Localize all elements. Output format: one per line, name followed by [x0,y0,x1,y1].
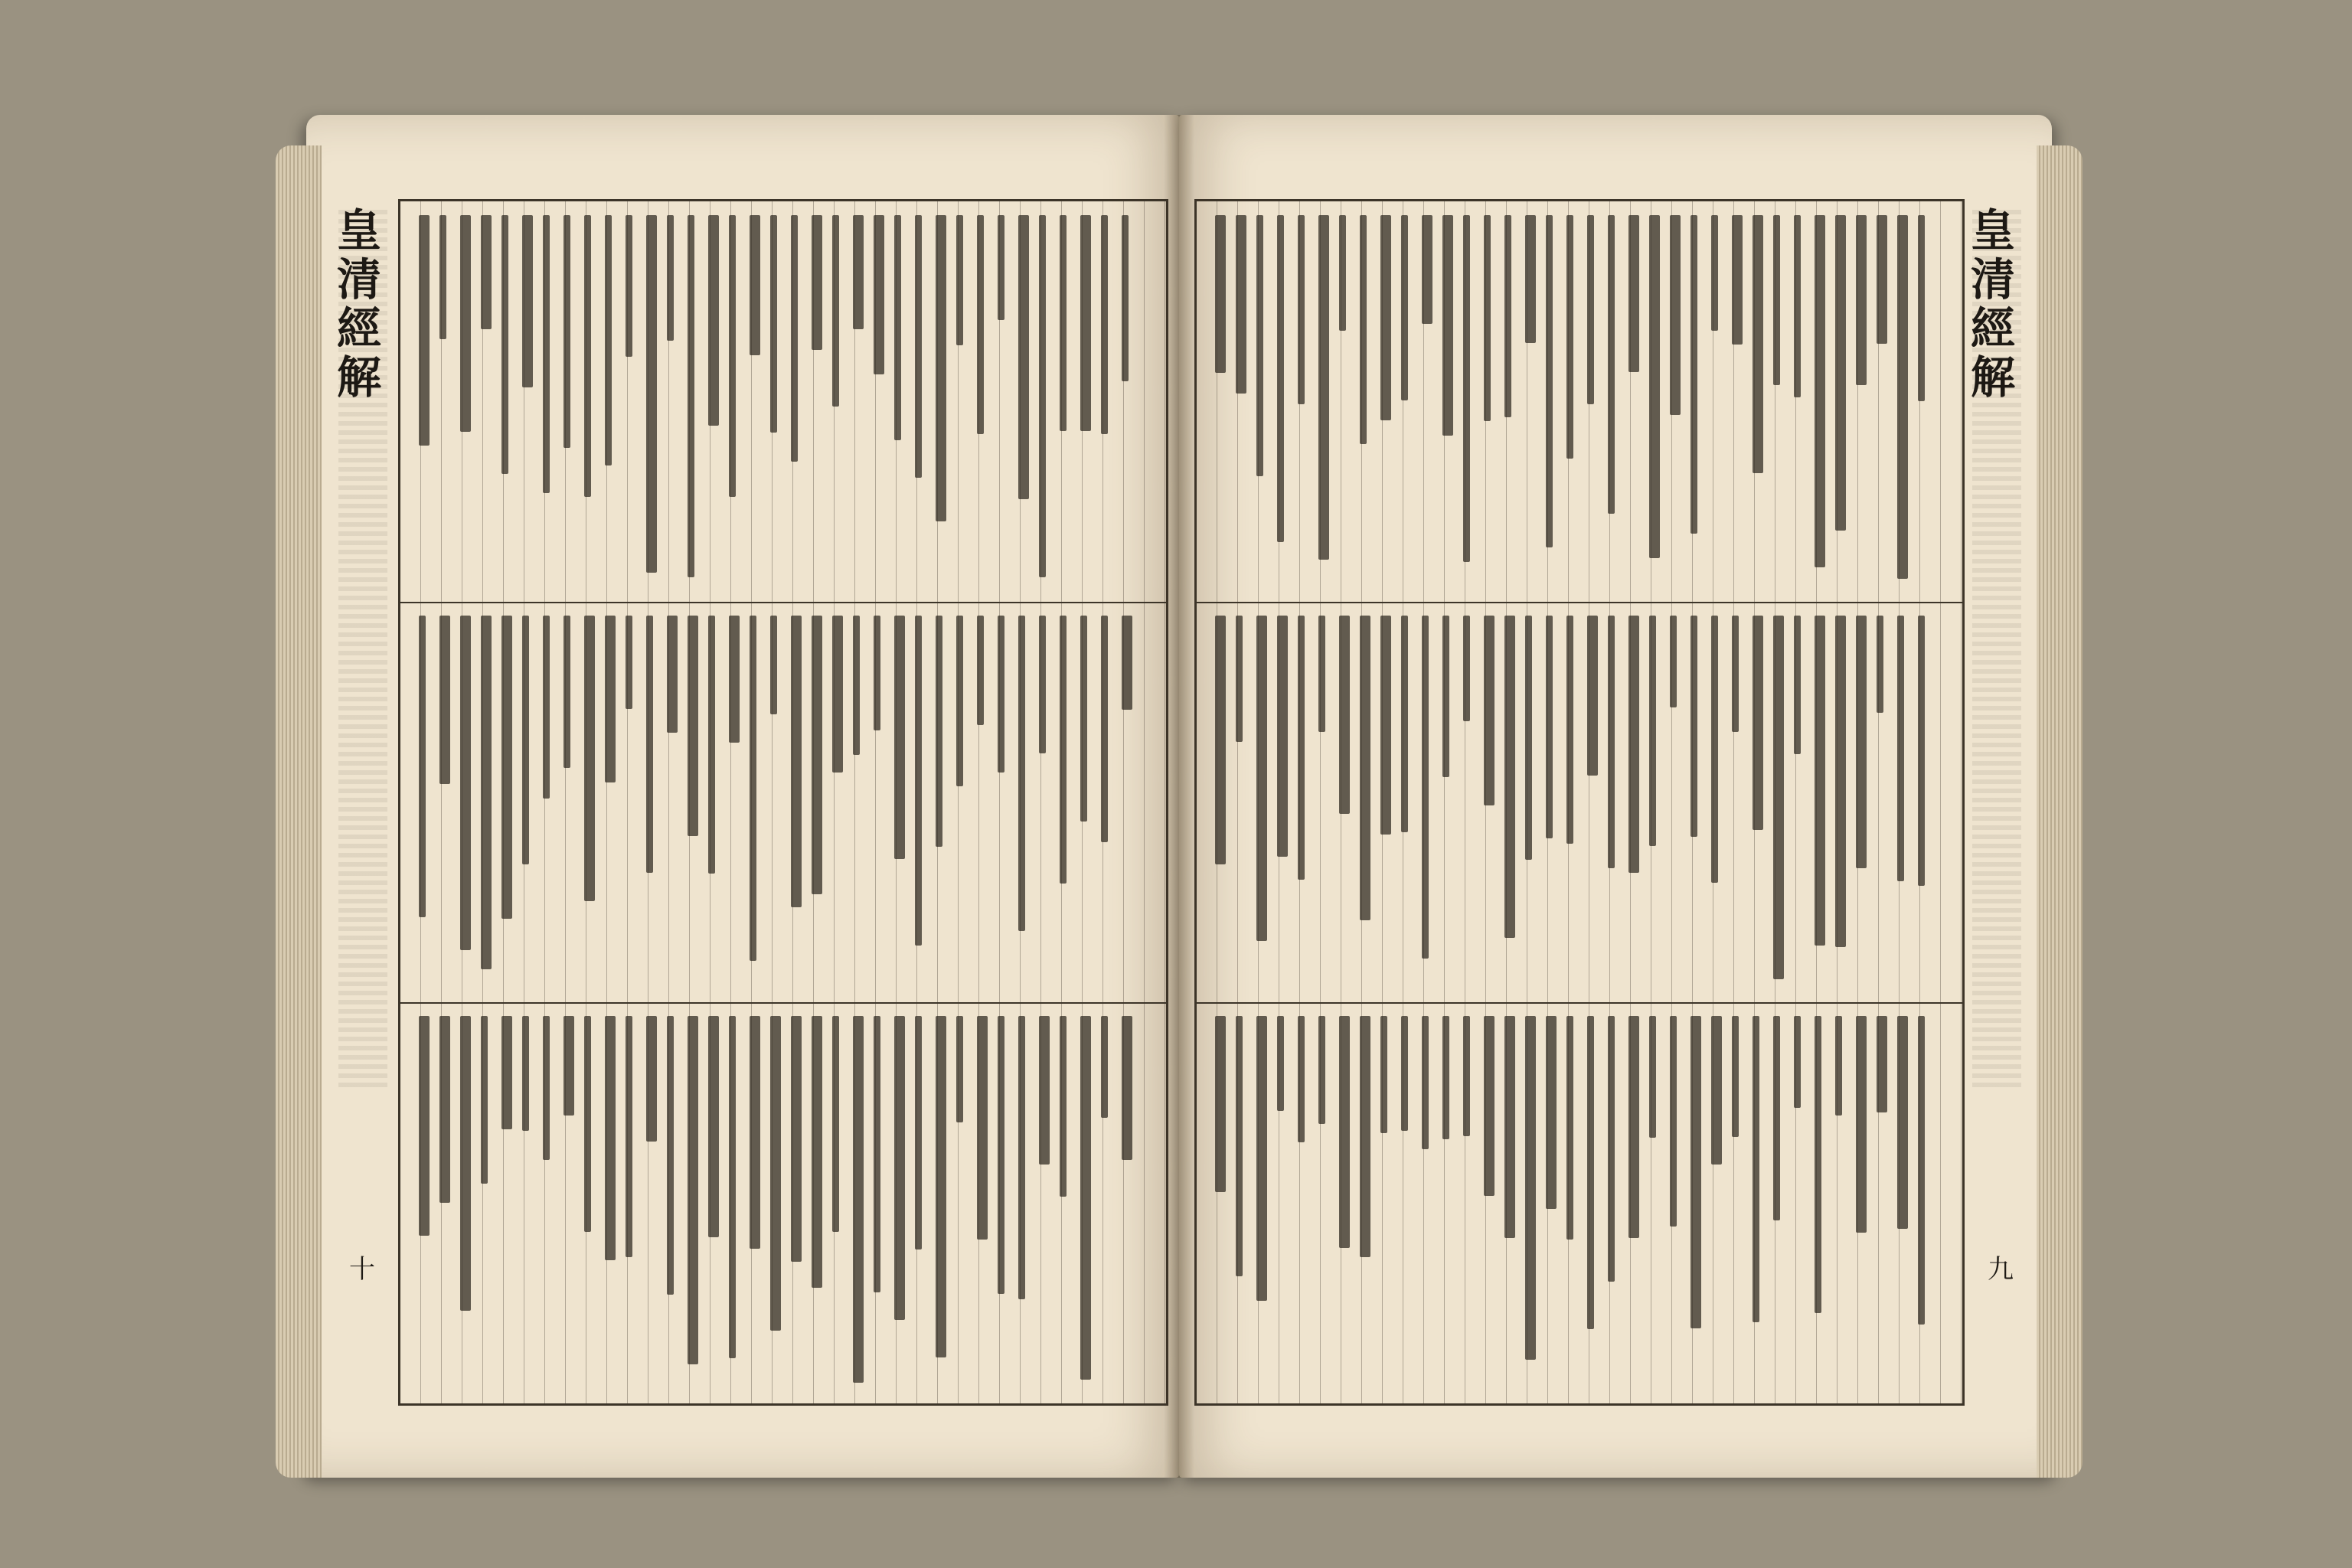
text-column [956,616,963,786]
text-column [1080,616,1087,822]
text-column [1918,1016,1925,1325]
text-column [770,616,777,714]
text-column [1794,616,1801,754]
open-book [306,100,2052,1501]
text-column [1060,616,1067,884]
text-column [1463,1016,1470,1136]
text-column [522,215,533,387]
text-column [688,215,694,577]
text-column [1649,1016,1656,1138]
text-column [1298,1016,1305,1142]
text-column [791,1016,802,1262]
text-column [1546,616,1553,838]
text-column [832,616,843,773]
text-column [1080,215,1091,431]
text-column [543,616,550,799]
text-column [1360,215,1367,444]
text-column [1101,215,1108,434]
text-column [646,215,657,573]
text-column [564,215,570,448]
text-column [419,1016,430,1236]
text-column [1101,616,1108,842]
text-column [1380,1016,1387,1133]
text-column [812,616,822,894]
text-column [853,1016,864,1383]
text-column [1018,616,1025,931]
text-column [750,616,756,961]
text-column [1877,616,1883,713]
text-column [1039,1016,1050,1165]
text-column [1380,215,1391,420]
right-band-divider-1 [1197,602,1962,603]
text-column [1080,1016,1091,1380]
text-column [1018,215,1029,499]
left-page-edges [276,145,322,1478]
text-column [915,215,922,478]
text-column [1360,1016,1370,1257]
text-column [1298,616,1305,880]
text-column [1504,1016,1515,1238]
text-column [1339,1016,1350,1248]
text-column [729,215,736,497]
text-column [460,616,471,950]
left-margin-title: 皇清經解 [338,207,387,1087]
text-column [667,215,674,341]
text-column [1608,1016,1615,1282]
text-column [1690,1016,1701,1328]
text-column [791,215,798,462]
text-column [1380,616,1391,835]
text-column [977,616,984,725]
text-column [439,1016,450,1203]
text-column [1587,215,1594,404]
left-text-band-bottom [414,1016,1152,1391]
text-column [501,215,508,474]
text-column [1236,1016,1243,1276]
text-column [770,215,777,433]
left-text-band-top [414,215,1152,590]
right-page [1179,115,2052,1478]
left-band-divider-1 [400,602,1166,603]
text-column [1256,616,1267,941]
text-column [1835,616,1846,947]
text-column [708,616,715,874]
left-band-divider-2 [400,1002,1166,1004]
text-column [1794,215,1801,397]
text-column [522,616,529,864]
text-column [419,215,430,446]
text-column [1732,215,1743,345]
text-column [688,616,698,836]
text-column [605,616,616,782]
text-column [481,616,492,969]
right-text-band-middle [1210,616,1949,991]
text-column [667,1016,674,1295]
text-column [1628,1016,1639,1238]
text-column [1877,215,1887,344]
text-column [1897,1016,1908,1229]
text-column [894,1016,905,1320]
text-column [1236,215,1246,394]
text-column [874,616,880,730]
text-column [584,616,595,901]
text-column [522,1016,529,1131]
text-column [1918,215,1925,401]
text-column [1649,215,1660,558]
text-column [1566,1016,1573,1240]
text-column [1101,1016,1108,1118]
text-column [1877,1016,1887,1112]
text-column [956,1016,963,1122]
text-column [543,215,550,493]
text-column [1318,616,1325,732]
text-column [1463,215,1470,562]
text-column [419,616,426,917]
text-column [1122,616,1132,710]
text-column [1215,215,1226,373]
text-column [1442,215,1453,436]
text-column [812,215,822,350]
text-column [1060,215,1067,431]
text-column [1856,215,1867,385]
text-column [874,215,884,374]
text-column [708,1016,719,1237]
text-column [1215,1016,1226,1192]
text-column [1566,215,1573,459]
text-column [501,616,512,919]
text-column [688,1016,698,1364]
right-band-divider-2 [1197,1002,1962,1004]
right-margin-title: 皇清經解 [1972,207,2021,1087]
text-column [936,215,946,521]
left-page-number: 十 [349,1254,375,1285]
text-column [1670,215,1681,415]
text-column [1690,616,1697,837]
text-column [1484,616,1494,805]
text-column [1401,616,1408,832]
text-column [1236,616,1243,742]
text-column [501,1016,512,1129]
text-column [1401,1016,1408,1131]
text-column [1039,215,1046,577]
left-text-frame [398,199,1168,1406]
text-column [1546,215,1553,547]
text-column [915,1016,922,1250]
text-column [1815,616,1825,946]
text-column [1256,215,1263,476]
text-column [1256,1016,1267,1301]
text-column [1711,215,1718,331]
text-column [894,215,901,440]
text-column [750,215,760,355]
text-column [1215,616,1226,864]
text-column [1690,215,1697,534]
text-column [1732,616,1739,732]
text-column [460,1016,471,1311]
text-column [853,616,860,755]
text-column [1277,616,1288,857]
text-column [1442,1016,1449,1139]
text-column [832,1016,839,1232]
text-column [1711,616,1718,883]
text-column [1711,1016,1722,1165]
left-page [306,115,1179,1478]
text-column [1794,1016,1801,1108]
text-column [1608,215,1615,514]
text-column [1339,215,1346,331]
text-column [584,1016,591,1232]
text-column [1918,616,1925,886]
text-column [1566,616,1573,844]
text-column [1753,215,1763,473]
text-column [1060,1016,1067,1197]
text-column [832,215,839,407]
text-column [750,1016,760,1249]
text-column [1360,616,1370,920]
text-column [1039,616,1046,753]
text-column [729,616,740,743]
text-column [1753,1016,1759,1322]
right-text-band-bottom [1210,1016,1949,1391]
text-column [481,215,492,329]
text-column [1628,616,1639,873]
text-column [1277,1016,1284,1111]
text-column [543,1016,550,1160]
text-column [460,215,471,432]
text-column [1649,616,1656,846]
text-column [1608,616,1615,868]
text-column [1587,1016,1594,1329]
text-column [1732,1016,1739,1137]
text-column [1122,1016,1132,1160]
text-column [1773,215,1780,385]
text-column [874,1016,880,1292]
text-column [1318,1016,1325,1124]
text-column [1422,215,1432,324]
text-column [791,616,802,907]
text-column [1277,215,1284,542]
text-column [977,1016,988,1240]
text-column [1504,215,1511,417]
text-column [1815,215,1825,567]
text-column [1504,616,1515,938]
text-column [1773,1016,1780,1220]
text-column [1422,1016,1429,1149]
text-column [1753,616,1763,830]
text-column [1815,1016,1821,1313]
text-column [1018,1016,1025,1299]
right-text-band-top [1210,215,1949,590]
text-column [708,215,719,426]
text-column [564,616,570,768]
text-column [998,1016,1004,1294]
text-column [481,1016,488,1184]
text-column [1484,215,1491,421]
text-column [439,215,446,339]
text-column [626,215,632,357]
text-column [667,616,678,733]
text-column [1525,616,1532,860]
text-column [1628,215,1639,372]
text-column [1442,616,1449,777]
text-column [1298,215,1305,404]
text-column [1670,1016,1677,1227]
right-page-number: 九 [1988,1254,2014,1285]
text-column [1835,1016,1842,1116]
text-column [915,616,922,946]
text-column [1856,1016,1867,1233]
text-column [1463,616,1470,721]
right-text-frame [1194,199,1965,1406]
text-column [1835,215,1846,531]
text-column [998,215,1004,320]
text-column [894,616,905,859]
text-column [1318,215,1329,560]
text-column [439,616,450,784]
text-column [1484,1016,1494,1196]
text-column [729,1016,736,1358]
text-column [584,215,591,497]
text-column [1339,616,1350,814]
text-column [812,1016,822,1288]
text-column [770,1016,781,1331]
text-column [1670,616,1677,707]
text-column [646,1016,657,1142]
text-column [1401,215,1408,400]
text-column [1587,616,1598,776]
text-column [605,1016,616,1260]
text-column [1773,616,1784,979]
text-column [1422,616,1429,959]
text-column [1897,215,1908,579]
text-column [626,1016,632,1257]
text-column [1122,215,1129,381]
text-column [646,616,653,873]
book-gutter [1164,115,1194,1478]
text-column [936,1016,946,1357]
text-column [1856,616,1867,868]
text-column [998,616,1004,773]
left-text-band-middle [414,616,1152,991]
text-column [1897,616,1904,881]
text-column [853,215,864,329]
text-column [564,1016,574,1116]
text-column [977,215,984,434]
right-page-edges [2037,145,2082,1478]
text-column [956,215,963,345]
text-column [1546,1016,1557,1209]
text-column [1525,1016,1536,1360]
text-column [936,616,942,847]
text-column [605,215,612,466]
text-column [626,616,632,709]
text-column [1525,215,1536,343]
